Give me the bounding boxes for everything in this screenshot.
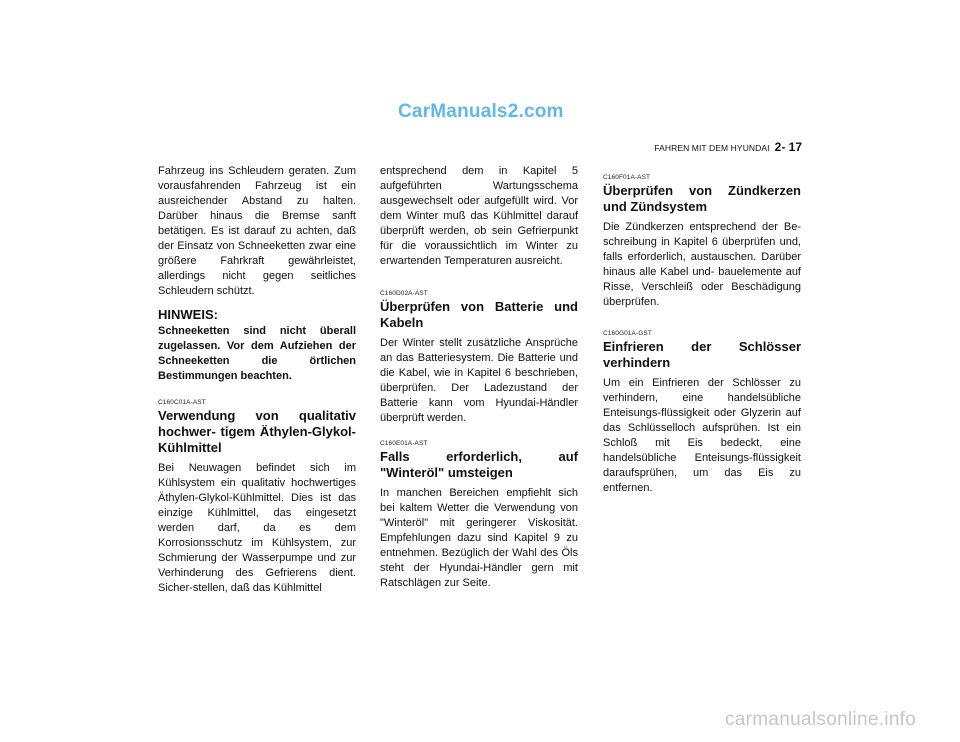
section-winter-oil [380,440,578,591]
chapter-title: FAHREN MIT DEM HYUNDAI [654,143,770,153]
section-code: C160C01A-AST [158,399,206,406]
page-number: 2- 17 [774,140,802,154]
section-text: Die Zündkerzen entsprechend der Be- schreibung in Kapitel 6 überprüfen und, falls erforderlich, austauschen. Darüber hinaus alle Kabel und- bauelemente auf Risse, Verschleiß oder Beschädigung überprüfen. [603,221,801,308]
paragraph-intro: entsprechend dem in Kapitel 5 aufgeführten Wartungsschema ausgewechselt oder aufgefüllt wird. Vor dem Winter muß das Kühlmittel darauf überprüft werden, ob sein Gefrierpunkt für die voraussichtlich im Winter zu erwartenden Temperaturen ausreicht. [380,165,578,267]
note-text: Schneeketten sind nicht überall zugelassen. Vor dem Aufziehen der Schneeketten die örtlichen Bestimmungen beachten. [158,325,356,382]
section-spark-plugs [603,174,801,310]
section-code: C160E01A-AST [380,440,428,447]
section-code: C160D02A-AST [380,290,428,297]
section-code: C160F01A-AST [603,174,651,181]
section-text: Bei Neuwagen befindet sich im Kühlsystem ein qualitativ hochwertiges Äthylen-Glykol-Kühlmittel. Dies ist das einzige Kühlmittel, das eingesetzt werden darf, da es dem Korrosionsschutz im Kühlsystem, zur Schmierung der Wasserpumpe und zur Verhinderung des Gefrierens dient. Sicher-stellen, daß das Kühlmittel [158,462,356,594]
section-title: Einfrieren der Schlösser verhindern [603,339,801,370]
section-text: Der Winter stellt zusätzliche Ansprüche an das Batteriesystem. Die Batterie und die Kabel, wie in Kapitel 6 beschrieben, überprüfen. Der Ladezustand der Batterie kann vom Hyundai-Händler überprüft werden. [380,337,578,424]
section-title: Überprüfen von Zündkerzen und Zündsystem [603,183,801,214]
watermark-logo[interactable]: CarManuals2.com [398,101,564,122]
note-title: HINWEIS: [158,307,218,322]
section-locks [603,330,801,496]
page-header [654,140,802,154]
section-title: Falls erforderlich, auf "Winteröl" umsteigen [380,449,578,480]
section-coolant [158,399,356,596]
paragraph-intro: Fahrzeug ins Schleudern geraten. Zum vorausfahrenden Fahrzeug ist ein ausreichender Abstand zu halten. Darüber hinaus die Bremse sanft betätigen. Es ist darauf zu achten, daß der Einsatz von Schneeketten zwar eine größere Fahrkraft gewährleistet, allerdings nicht gegen seitliches Schleudern schützt. [158,165,356,297]
section-code: C160G01A-GST [603,330,652,337]
section-text: Um ein Einfrieren der Schlösser zu verhindern, eine handelsübliche Enteisungs-flüssigkeit oder Glyzerin auf das Schlüsselloch aufsprühen. Ist ein Schloß mit Eis bedeckt, eine handelsübliche Enteisungs-flüssigkeit daraufsprühen, um das Eis zu entfernen. [603,377,801,494]
section-title: Überprüfen von Batterie und Kabeln [380,299,578,330]
note-block [158,307,356,384]
section-battery [380,290,578,426]
watermark-footer[interactable]: carmanualsonline.info [725,709,917,730]
section-text: In manchen Bereichen empfiehlt sich bei kaltem Wetter die Verwendung von "Winteröl" mit geringerer Viskosität. Empfehlungen dazu sind Kapitel 9 zu entnehmen. Bezüglich der Wahl des Öls steht der Hyundai-Händler gern mit Ratschlägen zur Seite. [380,487,578,589]
section-title: Verwendung von qualitativ hochwer- tigem Äthylen-Glykol-Kühlmittel [158,408,356,455]
